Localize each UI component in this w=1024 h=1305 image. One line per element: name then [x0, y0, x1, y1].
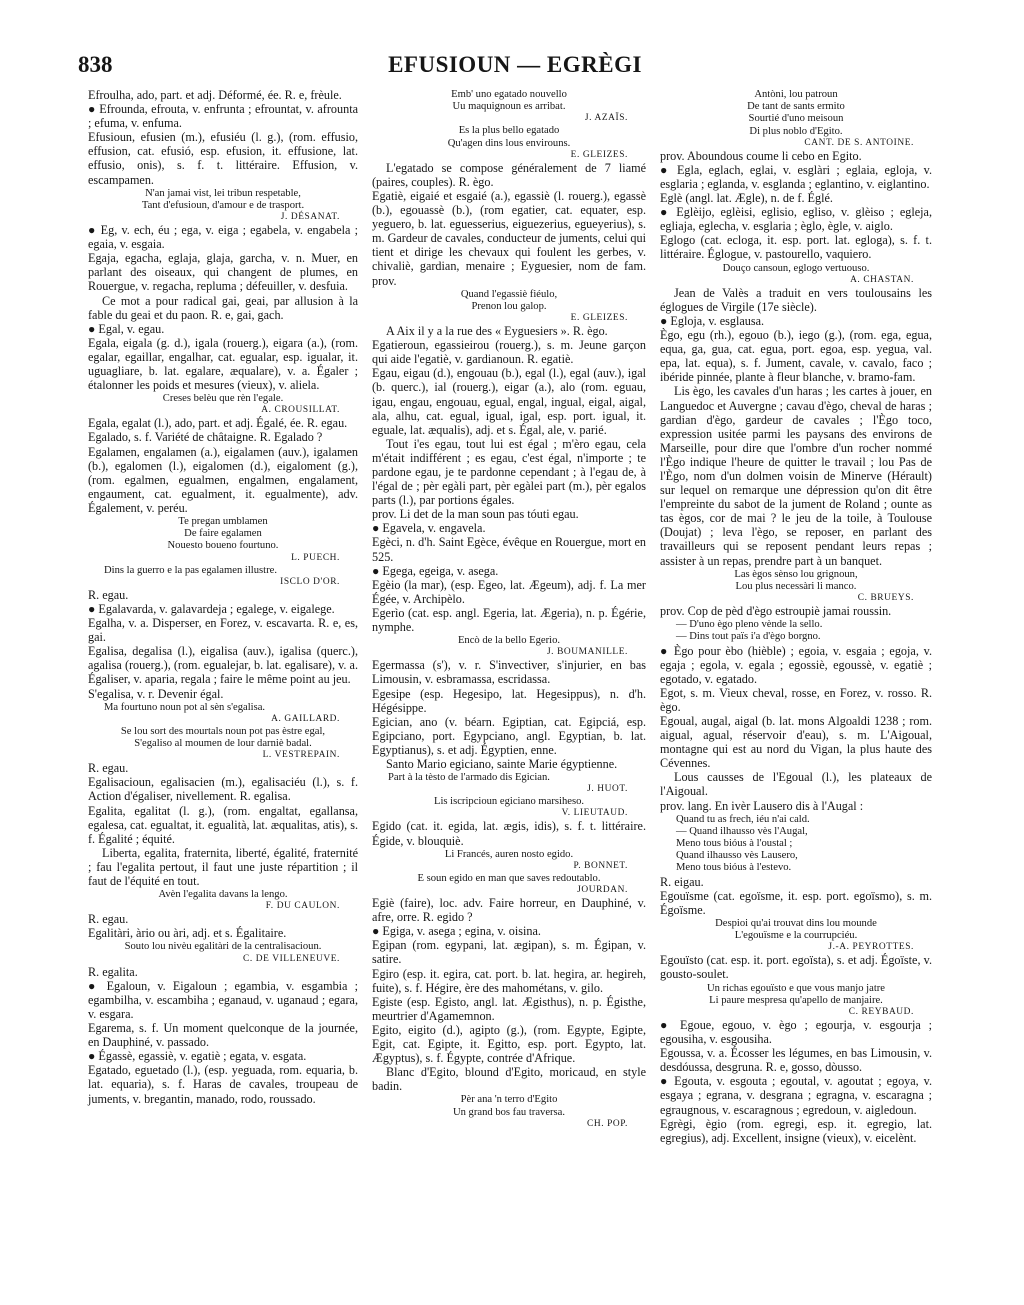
citation-author: ISCLO D'OR.: [280, 576, 340, 587]
dictionary-entry: Egrègi, ègio (rom. egregi, esp. it. egregio, lat. egregius), adj. Excellent, insigne (vieux), v. eicelènt.: [660, 1116, 932, 1145]
dictionary-entry: ● Egavela, v. engavela.: [372, 521, 486, 536]
citation-author: CANT. DE S. ANTOINE.: [804, 137, 914, 148]
dictionary-entry: Egoussa, v. a. Écosser les légumes, en bas Limousin, v. desdóussa, desgruna. R. e, gosso, dòusso.: [660, 1046, 932, 1075]
verse-line: L'egouïsme e la courrupciéu.: [734, 930, 858, 942]
dictionary-entry: Lous causses de l'Egoual (l.), les plateaux de l'Aigoual.: [660, 770, 932, 799]
dictionary-entry: L'egatado se compose généralement de 7 liamé (paires, couples). R. ègo.: [372, 160, 646, 189]
citation-author: C. BRUEYS.: [857, 593, 914, 604]
dictionary-entry: ● Eg, v. ech, éu ; ega, v. eiga ; egabela, v. engabela ; egaia, v. esgaia.: [88, 223, 358, 252]
citation-verse: [660, 814, 932, 875]
verse-line: Avèn l'egalita davans la lengo.: [158, 889, 288, 901]
dictionary-entry: ● Egloja, v. esglausa.: [660, 313, 765, 328]
verse-line: Pèr ana 'n terro d'Egito: [460, 1094, 558, 1106]
dictionary-entry: Egalha, v. a. Disperser, en Forez, v. escavarta. R. e, es, gai.: [88, 616, 358, 645]
dictionary-entry: Egician, ano (v. béarn. Egiptian, cat. Egipciá, esp. Egipciano, port. Egypciano, angl. Egyptian, b. lat. Egyptianus), s. et adj. Égyptien, enne.: [372, 714, 646, 757]
verse-line: Part à la tèsto de l'armado dis Egician.: [388, 772, 550, 784]
citation-verse: [372, 873, 646, 885]
dictionary-entry: ● Egoue, egouo, v. ègo ; egourja, v. esgourja ; egousiha, v. esgousiha.: [660, 1017, 932, 1047]
verse-line: Qu'agen dins lous envirouns.: [447, 137, 571, 149]
dictionary-entry: ● Eglèijo, eglèisi, eglisio, egliso, v. glèiso ; egleja, egliaja, eglecha, v. esglaria ; èglo, ègle, v. aiglo.: [660, 205, 932, 234]
dictionary-entry: Egesipe (esp. Hegesipo, lat. Hegesippus), n. d'h. Hégésippe.: [372, 686, 646, 715]
citation-verse: [372, 125, 646, 149]
citation-verse: [88, 941, 358, 953]
verse-line: Uu maquignoun es arribat.: [452, 101, 566, 113]
dictionary-entry: Ègo, egu (rh.), egouo (b.), iego (g.), (rom. ega, egua, equa, ga, gua, cat. egua, port. egoa, esp. yegua, val. epa, lat. equa), s. f. Jument, cavale, v. cavalo, faco ; ibéride pinnée, plante à fleur blanche, v. bramo-fam.: [660, 328, 932, 385]
citation-author: C. REYBAUD.: [848, 1006, 914, 1017]
dictionary-entry: Eglè (angl. lat. Ægle), n. de f. Églé.: [660, 191, 833, 206]
dictionary-entry: ● Egaloun, v. Eigaloun ; egambia, v. esgambia ; egambilha, v. escambiha ; eganaud, v. uganaud ; egara, v. esgara.: [88, 978, 358, 1021]
verse-line: Quand l'egassiè fiéulo,: [460, 288, 558, 300]
citation-verse: [88, 889, 358, 901]
dictionary-entry: Blanc d'Egito, blound d'Egito, moricaud, en style badin.: [372, 1065, 646, 1094]
dictionary-entry: ● Égassè, egassiè, v. egatiè ; egata, v. esgata.: [88, 1049, 307, 1064]
citation-verse: [660, 983, 932, 1007]
verse-line: Di plus noblo d'Egito.: [749, 125, 843, 137]
dictionary-entry: ● Egal, v. egau.: [88, 321, 165, 336]
dictionary-entry: Efroulha, ado, part. et adj. Déformé, ée. R. e, frèule.: [88, 88, 342, 102]
dictionary-entry: Egito, eigito (d.), agipto (g.), (rom. Egypte, Egipte, Egit, cat. Egipte, it. Egitto, esp. port. Egypto, lat. Ægyptus), s. f. Égypte, contrée d'Afrique.: [372, 1022, 646, 1066]
verse-line: Se lou sort des mourtals noun pot pas èstre egal,: [120, 725, 326, 737]
dictionary-entry: ● Egiga, v. asega ; egina, v. oisina.: [372, 924, 541, 939]
citation-verse: [372, 849, 646, 861]
verse-line: Emb' uno egatado nouvello: [451, 89, 567, 100]
verse-line: Li paure mespresa qu'apello de manjaire.: [709, 994, 883, 1006]
column-left: [88, 88, 358, 1106]
dictionary-entry: A Aix il y a la rue des « Eyguesiers ». R. ègo.: [386, 324, 608, 339]
verse-line: Las ègos sènso lou grignoun,: [734, 568, 858, 580]
citation-verse: [660, 619, 932, 643]
verse-line: Antòni, lou patroun: [754, 89, 838, 100]
dictionary-entry: Egalisa, degalisa (l.), eigalisa (auv.), igalisa (querc.), agalisa (rouerg.), (rom. egualejar, b. lat. egalisare), v. a. Égaliser, v. aparia, regala ; faire le même point au jeu.: [88, 644, 358, 687]
verse-line: Lou plus necessàri li manco.: [735, 580, 857, 592]
column-middle: [372, 88, 646, 1130]
citation-author: P. BONNET.: [573, 860, 628, 871]
dictionary-entry: R. egau.: [88, 587, 129, 602]
dictionary-entry: Tout i'es egau, tout lui est égal ; m'èro egau, cela m'était indifférent ; es egau, c'est égal, n'importe ; te pardone egau, je te pardonne cependant ; à l'egau de, à l'égal de ; pèr egàli part, pèr egàlei part (m.), pèr egalos parts (l.), par portions égales.: [372, 436, 646, 508]
dictionary-entry: Lis ègo, les cavales d'un haras ; les cartes à jouer, en Languedoc et Auvergne ; cavau d'ègo, cheval de haras ; gardian d'ègo, gardeur de cavales ; l'Ègo toco, expression usitée parmi les paysans des environs de Marseille, pour dire que l'ombre d'un rocher nommé l'Ègo indique l'heure de quitter le travail ; lou Pas de l'Ègo, nom d'un dolmen voisin de Minerve (Hérault) sur lequel on remarque une dépression qu'on dit être l'empreinte du sabot de la jument de Roland ; ounte as tas ègos, cor de mai ? le jeu de la toile, à Toulouse (Doujat) ; leva l'ègo, se reposer, en parlant des travailleurs qui se reposent pendant leurs repas ; assister à un repas, prendre part à un banquet.: [660, 384, 932, 568]
dictionary-entry: Egouïsto (cat. esp. it. port. egoïsta), s. et adj. Égoïste, v. gousto-soulet.: [660, 953, 932, 982]
dictionary-entry: R. egau.: [88, 761, 129, 776]
column-right: [660, 88, 932, 1145]
dictionary-entry: Egiè (faire), loc. adv. Faire horreur, en Dauphiné, v. afre, orre. R. egido ?: [372, 896, 646, 925]
verse-line: — D'uno ègo pleno vènde la sello.: [676, 619, 823, 631]
dictionary-entry: Egalamen, engalamen (a.), eigalamen (auv.), igalamen (b.), egalomen (l.), eigalomen (d.), eigaloment (g.), (rom. egalmen, egualmen, engalmen, engalament, engaument, cat. egualment, it. egualmente), adv. Également, v. peréu.: [88, 444, 358, 515]
citation-verse: [660, 569, 932, 593]
citation-author: E. GLEIZES.: [570, 149, 628, 160]
dictionary-entry: Egouïsme (cat. egoïsme, it. esp. port. egoïsmo), s. m. Égoïsme.: [660, 888, 932, 917]
verse-line: Li Francés, auren nosto egido.: [444, 848, 574, 860]
verse-line: S'egaliso al moumen de lour darniè badal.: [134, 738, 312, 750]
dictionary-entry: R. eigau.: [660, 874, 704, 889]
dictionary-entry: Jean de Valès a traduit en vers toulousains les églogues de Virgile (17e siècle).: [660, 285, 932, 314]
dictionary-entry: ● Efrounda, efrouta, v. enfrunta ; efrountat, v. afrounta ; efuma, v. enfuma.: [88, 102, 358, 131]
verse-line: E soun egido en man que saves redoutablo.: [417, 872, 601, 884]
dictionary-entry: prov. Aboundous coume li cebo en Egito.: [660, 148, 862, 163]
verse-line: Un grand bos fau traversa.: [452, 1106, 566, 1118]
verse-line: Sourtié d'uno meisoun: [748, 113, 844, 125]
dictionary-entry: Egalado, s. f. Variété de châtaigne. R. Egalado ?: [88, 430, 323, 445]
dictionary-entry: Egiro (esp. it. egira, cat. port. b. lat. hegira, ar. hegireh, fuite), s. f. Hégire, ère des mahométans, v. gilo.: [372, 966, 646, 995]
citation-author: C. DE VILLENEUVE.: [243, 953, 340, 964]
dictionary-entry: Egatieroun, egassieirou (rouerg.), s. m. Jeune garçon qui aide l'egatiè, v. gardianoun. R. egatiè.: [372, 338, 646, 367]
dictionary-entry: Egatiè, eigaié et esgaié (a.), egassiè (l. rouerg.), egassè (b.), egouassè (b.), (rom egatier, cat. equater, esp. yeguero, b. lat. eguesserius, eiguezerius, egueyerius), s. m. Gardeur de cavales, conducteur de juments, celui qui tient et dirige les chevaux qui foulent les gerbes, v. chivaliè, gardian, menaire ; Eyguesier, nom de fam. prov.: [372, 189, 646, 288]
citation-author: E. GLEIZES.: [570, 313, 628, 324]
dictionary-entry: ● Ègo pour èbo (hièble) ; egoia, v. esgaia ; egoja, v. egaja ; egola, v. egala ; egossiè, egoussè, v. egatiè ; egotado, v. egatado.: [660, 643, 932, 686]
verse-line: Lis iscripcioun egiciano marsiheso.: [433, 796, 585, 808]
dictionary-entry: Egarema, s. f. Un moment quelconque de la journée, en Dauphiné, v. passado.: [88, 1021, 358, 1050]
dictionary-entry: Egala, egalat (l.), ado, part. et adj. Égalé, ée. R. egau.: [88, 416, 348, 431]
dictionary-entry: Egalitàri, àrio ou àri, adj. et s. Égalitaire.: [88, 926, 287, 941]
citation-verse: [372, 1094, 646, 1118]
citation-verse: [372, 796, 646, 808]
citation-author: J. AZAÏS.: [584, 113, 628, 124]
citation-verse: [660, 918, 932, 942]
page-number: 838: [78, 52, 113, 77]
citation-author: L. VESTREPAIN.: [262, 750, 340, 761]
dictionary-entry: R. egau.: [88, 912, 129, 927]
verse-line: De faire egalamen: [184, 528, 262, 540]
verse-line: De tant de sants ermito: [747, 101, 845, 113]
dictionary-entry: Egido (cat. it. egida, lat. ægis, idis), s. f. t. littéraire. Égide, v. blouquiè.: [372, 819, 646, 848]
dictionary-entry: Santo Mario egiciano, sainte Marie égyptienne.: [386, 756, 618, 771]
dictionary-entry: Egipan (rom. egypani, lat. ægipan), s. m. Égipan, v. satire.: [372, 938, 646, 967]
citation-author: J.-A. PEYROTTES.: [828, 942, 914, 953]
verse-line: — Dins tout païs i'a d'ègo borgno.: [676, 631, 821, 643]
citation-author: J. DÉSANAT.: [280, 212, 340, 223]
citation-verse: [88, 702, 358, 714]
dictionary-entry: Eglogo (cat. ecloga, it. esp. port. lat. egloga), s. f. t. littéraire. Églogue, v. pastourello, vaquiero.: [660, 233, 932, 262]
citation-author: F. DU CAULON.: [265, 901, 340, 912]
dictionary-entry: Egermassa (s'), v. r. S'invectiver, s'injurier, en bas Limousin, v. esbramassa, escridassa.: [372, 658, 646, 687]
citation-author: A. CHASTAN.: [850, 274, 914, 285]
dictionary-entry: ● Egalavarda, v. galavardeja ; egalege, v. eigalege.: [88, 601, 335, 616]
verse-line: Nouesto boueno fourtuno.: [167, 540, 279, 552]
citation-author: JOURDAN.: [577, 885, 628, 896]
citation-verse: [372, 289, 646, 313]
dictionary-entry: Egèio (la mar), (esp. Egeo, lat. Ægeum), adj. f. La mer Égée, v. Archipèlo.: [372, 577, 646, 606]
verse-line: Despioi qu'ai trouvat dins lou mounde: [715, 917, 877, 929]
citation-verse: [88, 393, 358, 405]
dictionary-entry: ● Egega, egeiga, v. asega.: [372, 563, 499, 578]
verse-line: Creses belèu que rèn l'egale.: [162, 393, 284, 405]
verse-line: Meno tous bióus à l'estevo.: [676, 862, 792, 874]
verse-line: Douço cansoun, eglogo vertuouso.: [722, 262, 870, 274]
dictionary-entry: prov. Li det de la man soun pas tóuti egau.: [372, 507, 579, 522]
verse-line: Prenon lou galop.: [471, 300, 547, 312]
dictionary-entry: S'egalisa, v. r. Devenir égal.: [88, 686, 224, 701]
citation-verse: [88, 565, 358, 577]
dictionary-entry: ● Egla, eglach, eglai, v. esglàri ; eglaia, egloja, v. esglaria ; eglanda, v. esglanda ; eglantino, v. eiglantino.: [660, 162, 932, 191]
dictionary-entry: Egalisacioun, egalisacien (m.), egalisaciéu (l.), s. f. Action d'égaliser, nivellement. R. egalisa.: [88, 775, 358, 804]
citation-verse: [660, 89, 932, 138]
verse-line: Meno tous bióus à l'oustal ;: [676, 838, 793, 850]
citation-verse: [372, 635, 646, 647]
dictionary-entry: ● Egouta, v. esgouta ; egoutal, v. agoutat ; egoya, v. esgaya ; egrana, v. desgrana ; egragna, v. escaragna ; egraugnous, v. escaragnous ; egredoun, v. aigledoun.: [660, 1074, 932, 1117]
verse-line: Dins la guerro e la pas egalamen illustre.: [104, 564, 277, 576]
citation-author: J. HUOT.: [587, 784, 628, 795]
dictionary-entry: Egala, eigala (g. d.), igala (rouerg.), eigara (a.), (rom. egalar, egaillar, engalhar, cat. egualar, esp. igualar, it. uguagliare, b. lat. egalare, æqualare), v. a. Égaler ; étalonner les poids et mesures (vieux), v. aliela.: [88, 335, 358, 393]
citation-verse: [660, 263, 932, 275]
dictionary-entry: Egerìo (cat. esp. angl. Egeria, lat. Ægeria), n. p. Égérie, nymphe.: [372, 605, 646, 635]
dictionary-entry: Egèci, n. d'h. Saint Egèce, évêque en Rouergue, mort en 525.: [372, 535, 646, 564]
citation-author: A. CROUSILLAT.: [261, 405, 340, 416]
verse-line: Encò de la bello Egerìo.: [457, 635, 561, 647]
citation-verse: [88, 726, 358, 750]
verse-line: Ma fourtuno noun pot al sèn s'egalisa.: [104, 701, 266, 713]
citation-author: L. PUECH.: [291, 552, 340, 563]
citation-verse: [88, 516, 358, 553]
verse-line: N'an jamai vist, lei tribun respetable,: [145, 187, 301, 199]
dictionary-entry: Egoual, augal, aigal (b. lat. mons Algoaldi 1238 ; rom. aigual, agual, réservoir d'eau), s. m. L'Aigoual, montagne qui est au nord du Vigan, la plus haute des Cévennes.: [660, 714, 932, 771]
citation-verse: [372, 89, 646, 113]
dictionary-entry: prov. lang. En ivèr Lausero dis à l'Augal :: [660, 798, 864, 813]
verse-line: Es la plus bello egatado: [458, 125, 560, 137]
verse-line: Un richas egouïsto e que vous manjo jatre: [707, 982, 885, 994]
citation-author: J. BOUMANILLE.: [546, 647, 628, 658]
citation-author: A. GAILLARD.: [271, 713, 340, 724]
dictionary-entry: prov. Cop de pèd d'ègo estroupiè jamai roussin.: [660, 604, 892, 619]
citation-author: V. LIEUTAUD.: [561, 808, 628, 819]
dictionary-entry: Egatado, eguetado (l.), (esp. yeguada, rom. equaria, b. lat. equaria), s. f. Haras de cavales, troupeau de juments, v. bregantin, manado, rodo, roussado.: [88, 1063, 358, 1106]
dictionary-entry: R. egalita.: [88, 964, 138, 979]
verse-line: Quand ilhausso vès Lausero,: [676, 850, 798, 862]
dictionary-entry: Egau, eigau (d.), engouau (b.), egal (l.), egal (auv.), igal (b. querc.), ial (rouerg.), eigar (a.), alo (rom. eguau, igau, engau, engouau, egual, engal, ingual, eigal, aigal, ala, alhu, cat. egual, igual, igal, esp. port. igual, it. eguale, lat. æqualis), adj. et s. Égal, ale, v. parié.: [372, 366, 646, 437]
verse-line: — Quand ilhausso vès l'Augal,: [676, 825, 808, 837]
verse-line: Te pregan umblamen: [178, 516, 268, 528]
dictionary-entry: Egaja, egacha, eglaja, glaja, garcha, v. n. Muer, en parlant des oiseaux, qui changent de plumes, en Rouergue, v. regacha, repluma ; défeuiller, v. desfuia.: [88, 251, 358, 294]
dictionary-entry: Egot, s. m. Vieux cheval, rosse, en Forez, v. rosso. R. ègo.: [660, 685, 932, 714]
citation-verse: [372, 772, 646, 784]
verse-line: Souto lou nivèu egalitàri de la centralisacioun.: [124, 941, 322, 953]
dictionary-entry: Egiste (esp. Egisto, angl. lat. Ægisthus), n. p. Égisthe, meurtrier d'Agamemnon.: [372, 994, 646, 1023]
verse-line: Tant d'efusioun, d'amour e de trasport.: [141, 199, 305, 211]
citation-author: CH. POP.: [586, 1118, 628, 1129]
dictionary-entry: Efusioun, efusien (m.), efusiéu (l. g.), (rom. effusio, effusion, cat. efusió, esp. efusion, it. effusione, lat. effusio, onis), s. f. t. littéraire. Effusion, v. escampamen.: [88, 130, 358, 187]
dictionary-entry: Egalita, egalitat (l. g.), (rom. engaltat, egallansa, egalesa, cat. egualtat, it. egualità, lat. æqualitas, atis), s. f. Égalité ; équité.: [88, 803, 358, 846]
running-head: EFUSIOUN — EGRÈGI: [388, 52, 642, 77]
verse-line: Quand tu as frech, iéu n'ai cald.: [676, 813, 810, 825]
dictionary-entry: Liberta, egalita, fraternita, liberté, égalité, fraternité ; fau l'egalita pertout, il faut une juste répartition ; il faut de l'équité en tout.: [88, 845, 358, 888]
dictionary-entry: Ce mot a pour radical gai, geai, par allusion à la fable du geai et du paon. R. e, gai, gach.: [88, 293, 358, 322]
citation-verse: [88, 188, 358, 212]
